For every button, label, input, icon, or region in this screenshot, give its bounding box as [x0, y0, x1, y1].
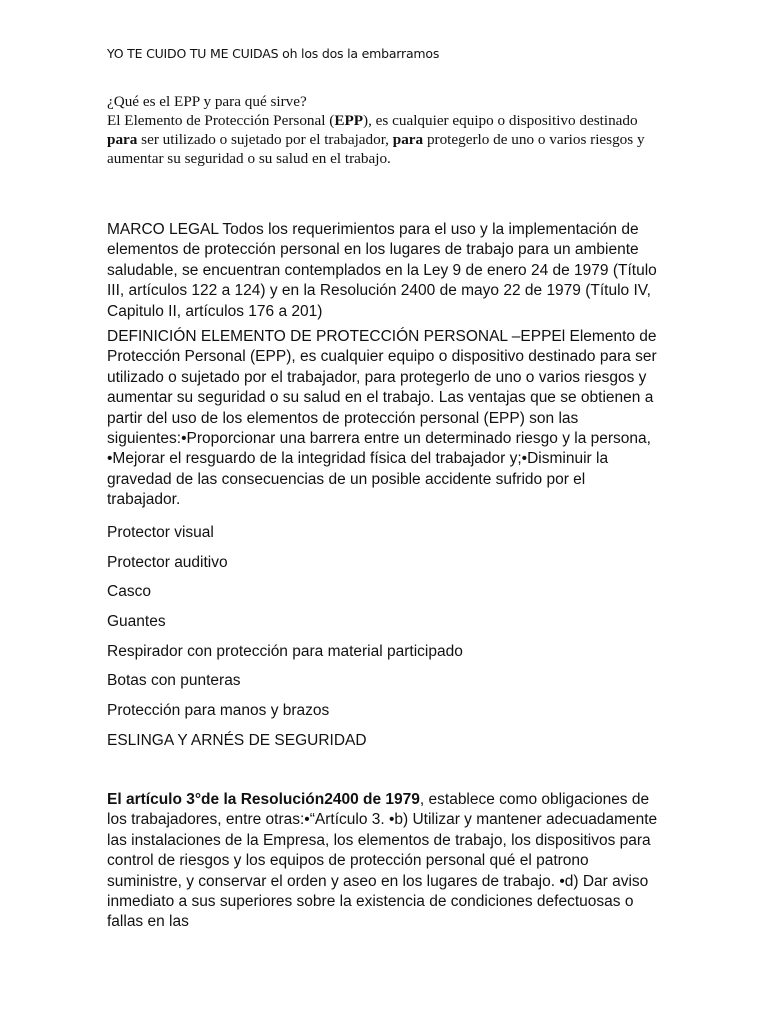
- list-item: Protector auditivo: [107, 553, 228, 571]
- intro-text-2: ), es cualquier equipo o dispositivo destinado: [363, 112, 638, 129]
- list-item: Respirador con protección para material participado: [107, 642, 463, 660]
- intro-text-3: ser utilizado o sujetado por el trabajador,: [137, 131, 393, 148]
- list-item: Protector visual: [107, 524, 214, 541]
- list-item: Casco: [107, 583, 151, 601]
- document-header: YO TE CUIDO TU ME CUIDAS oh los dos la embarramos: [107, 46, 440, 61]
- articulo-text: , establece como obligaciones de los trabajadores, entre otras:•“Artículo 3. •b) Utilizar y mantener adecuadamente las instalaciones de la Empresa, los elementos de trabajo, los dispositivos para control de riesgos y los equipos de protección personal qué el patrono suministre, y conservar el orden y aseo en los lugares de trabajo. •d) Dar aviso inmediato a sus superiores sobre la existencia de condiciones defectuosas o fallas en las: [107, 791, 658, 931]
- intro-bold-para-1: para: [107, 131, 138, 148]
- list-item: Botas con punteras: [107, 672, 241, 690]
- articulo-bold-lead: El artículo 3°de la Resolución2400 de 1979: [107, 791, 420, 808]
- articulo-paragraph: [107, 790, 659, 933]
- intro-text-4: protegerlo de uno o varios riesgos y aumentar su seguridad o su salud en el trabajo.: [107, 131, 645, 167]
- marco-legal-paragraph: MARCO LEGAL Todos los requerimientos para el uso y la implementación de elementos de protección personal en los lugares de trabajo para un ambiente saludable, se encuentran contemplados en la Ley 9 de enero 24 de 1979 (Título III, artículos 122 a 124) y en la Resolución 2400 de mayo 22 de 1979 (Título IV, Capitulo II, artículos 176 a 201): [107, 221, 657, 320]
- intro-section: [107, 92, 667, 168]
- equipment-list: [107, 523, 667, 761]
- list-item: Protección para manos y brazos: [107, 702, 330, 720]
- list-item: ESLINGA Y ARNÉS DE SEGURIDAD: [107, 731, 367, 749]
- intro-text-1: El Elemento de Protección Personal (: [107, 112, 335, 129]
- definicion-paragraph: DEFINICIÓN ELEMENTO DE PROTECCIÓN PERSONAL –EPPEl Elemento de Protección Personal (EPP), es cualquier equipo o dispositivo destinado para ser utilizado o sujetado por el trabajador, para protegerlo de uno o varios riesgos y aumentar su seguridad o su salud en el trabajo. Las ventajas que se obtienen a partir del uso de los elementos de protección personal (EPP) son las siguientes:•Proporcionar una barrera entre un determinado riesgo y la persona, •Mejorar el resguardo de la integridad física del trabajador y;•Disminuir la gravedad de las consecuencias de un posible accidente sufrido por el trabajador.: [107, 328, 657, 509]
- intro-paragraph: [107, 111, 667, 168]
- intro-bold-epp: EPP: [334, 112, 364, 129]
- intro-question: ¿Qué es el EPP y para qué sirve?: [107, 93, 307, 110]
- intro-bold-para-2: para: [392, 131, 424, 148]
- list-item: Guantes: [107, 613, 166, 631]
